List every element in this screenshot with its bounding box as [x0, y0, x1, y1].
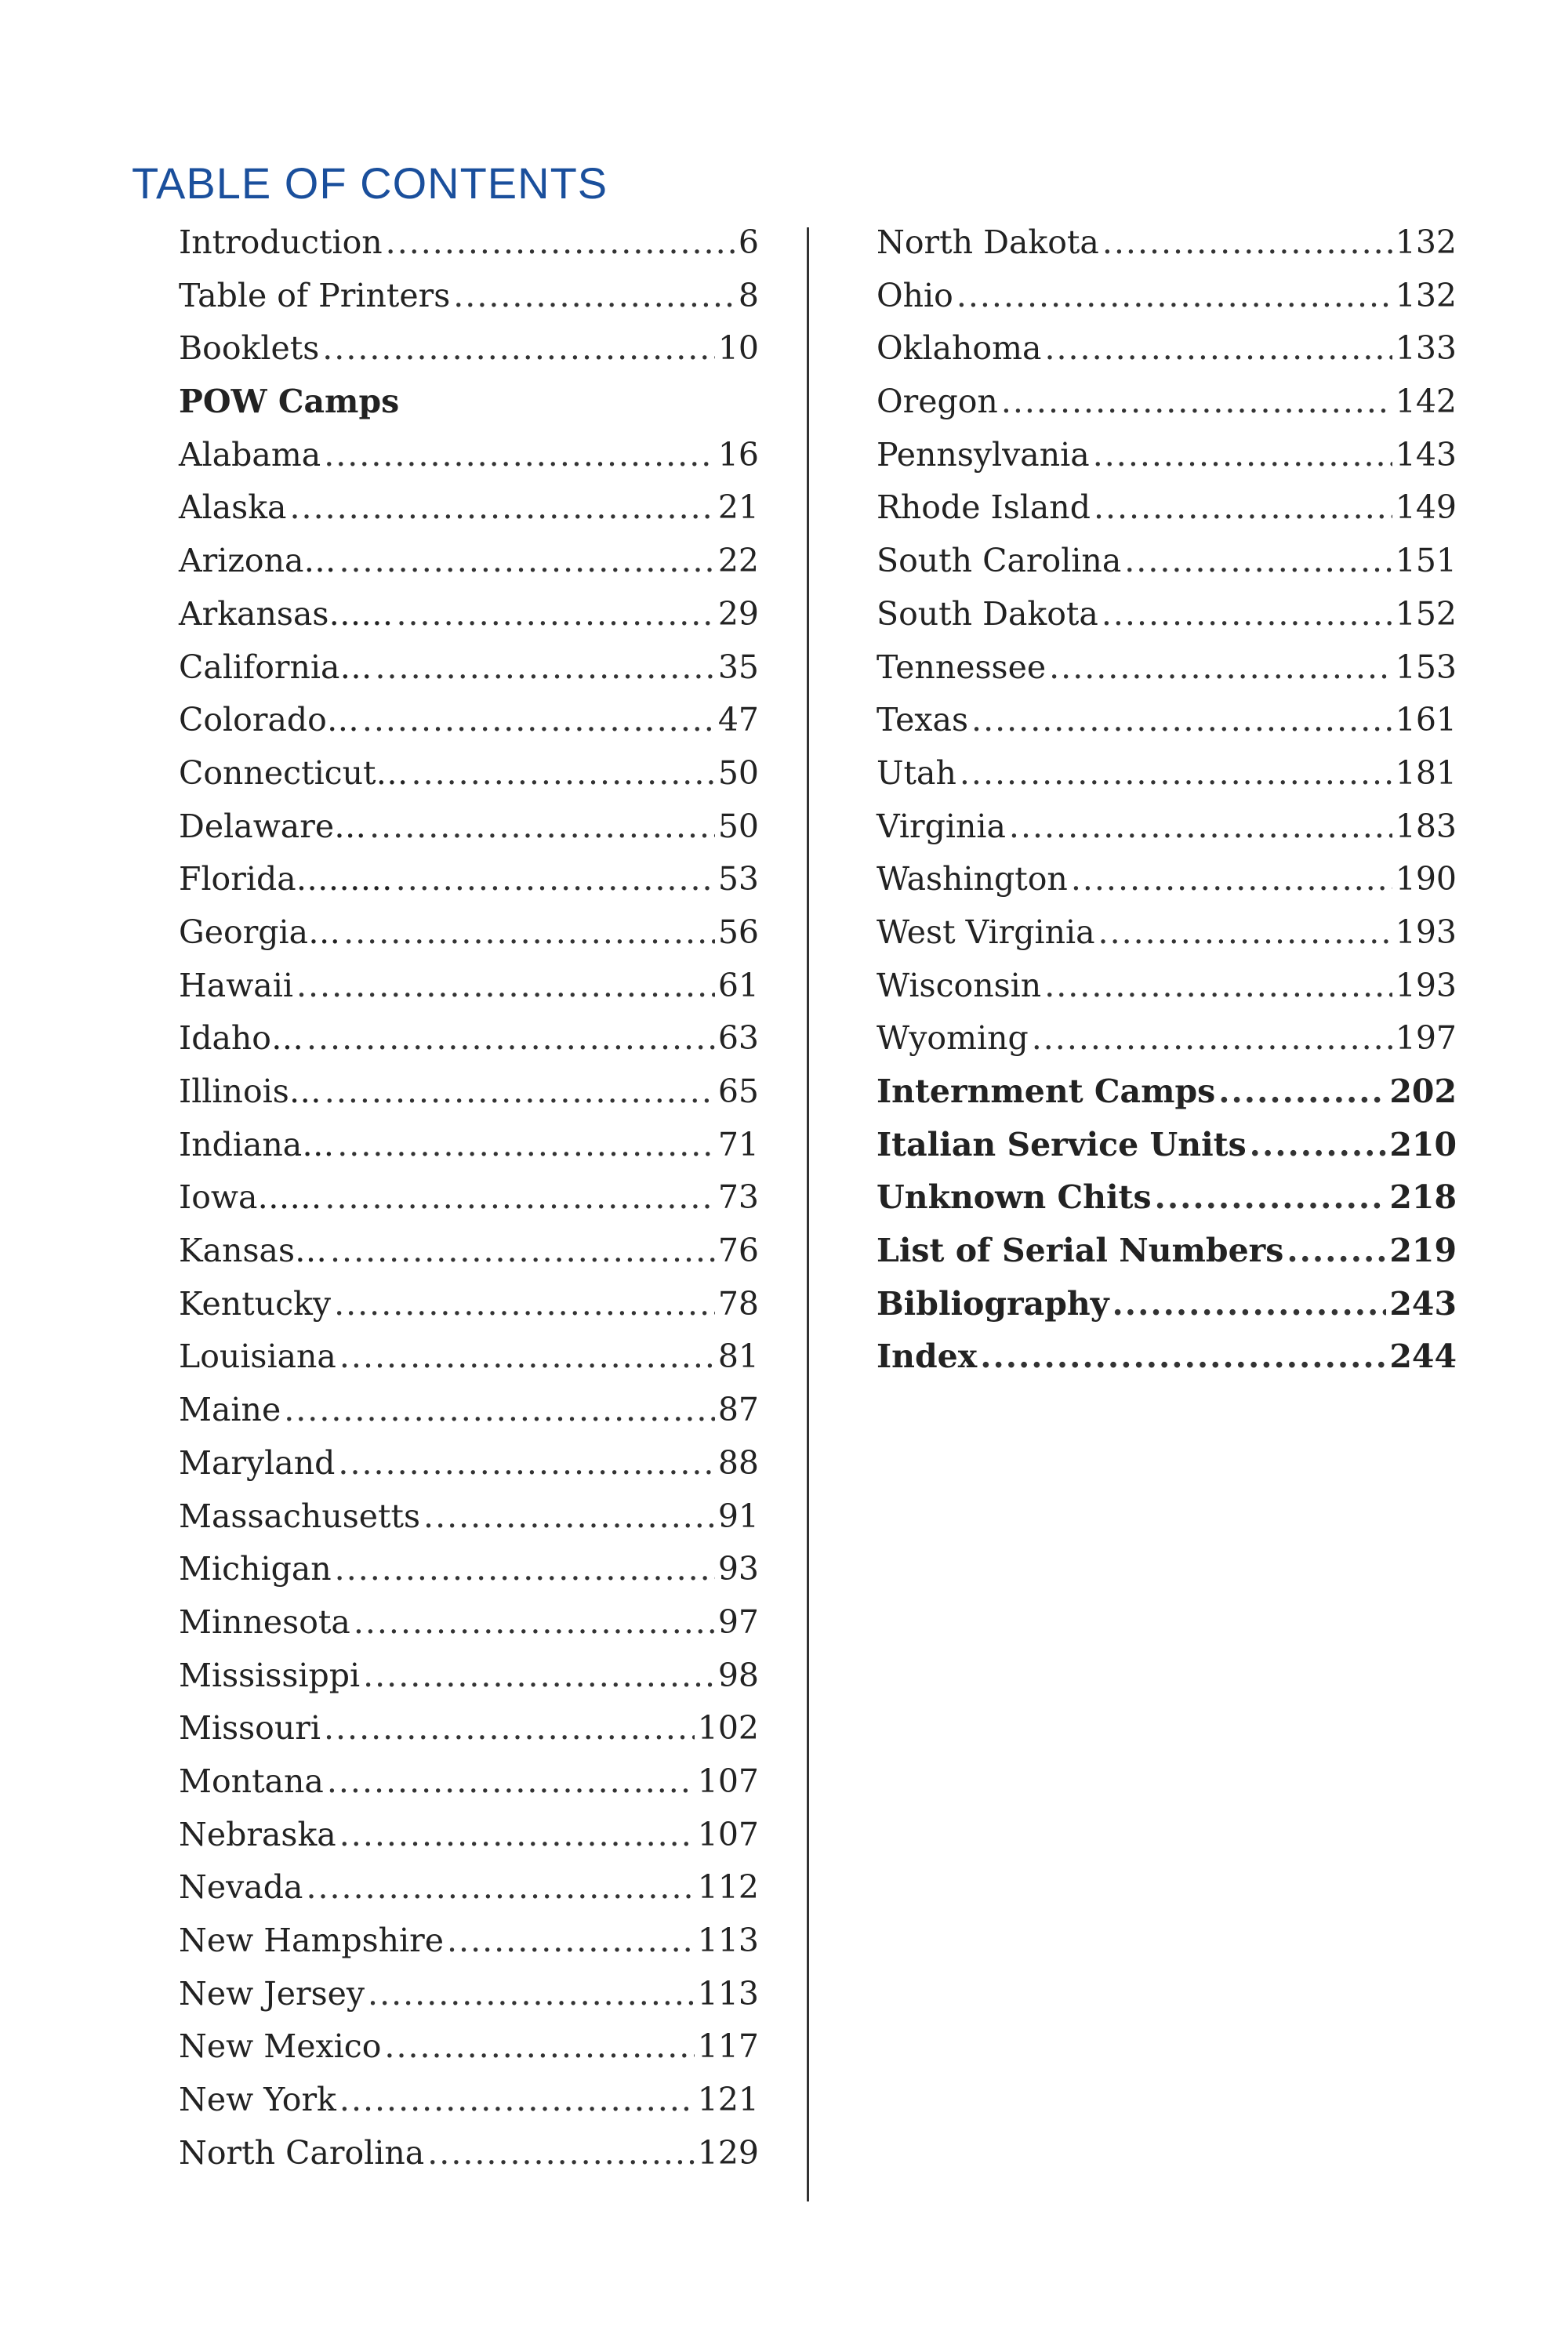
toc-entry-label: Maine — [179, 1391, 281, 1429]
toc-left-column — [179, 216, 759, 2180]
toc-entry-label: Nevada — [179, 1868, 303, 1907]
dot-leader — [363, 1650, 715, 1703]
toc-page-number: 6 — [738, 223, 759, 261]
dot-leader — [1001, 376, 1392, 429]
toc-entry-label: Unknown Chits — [877, 1178, 1152, 1217]
toc-page-number: 219 — [1389, 1232, 1457, 1270]
toc-entry[interactable] — [179, 2127, 759, 2180]
dot-leader — [343, 906, 715, 960]
toc-page-number: 29 — [717, 594, 759, 633]
dot-leader — [396, 853, 715, 906]
dot-leader — [427, 2127, 694, 2180]
toc-entry[interactable] — [179, 1596, 759, 1650]
toc-entry[interactable] — [179, 1119, 759, 1172]
toc-page-number: 193 — [1395, 913, 1457, 951]
toc-entry[interactable] — [179, 1755, 759, 1809]
toc-entry[interactable] — [179, 588, 759, 641]
toc-entry[interactable] — [179, 694, 759, 747]
dot-leader — [338, 1437, 714, 1490]
toc-entry[interactable] — [179, 853, 759, 906]
toc-entry[interactable] — [877, 747, 1457, 800]
toc-page-number: 132 — [1395, 223, 1457, 261]
toc-entry-label: Index — [877, 1338, 978, 1376]
toc-page-number: 210 — [1389, 1125, 1457, 1163]
toc-entry-label: Wisconsin — [877, 966, 1042, 1004]
toc-entry[interactable] — [877, 322, 1457, 376]
dot-leader — [1093, 429, 1392, 482]
toc-entry-label: Louisiana — [179, 1338, 336, 1376]
toc-entry-label: Bibliography — [877, 1284, 1109, 1323]
toc-page-number: 73 — [717, 1178, 759, 1217]
toc-page-number: 143 — [1395, 435, 1457, 474]
dot-leader — [423, 1490, 715, 1544]
toc-entry-label: Georgia… — [179, 913, 341, 951]
dot-leader — [324, 429, 715, 482]
toc-page-number: 202 — [1389, 1073, 1457, 1110]
dot-leader — [1287, 1225, 1386, 1278]
dot-leader — [1112, 1278, 1387, 1331]
toc-page-number: 112 — [697, 1868, 759, 1907]
toc-entry[interactable] — [877, 641, 1457, 695]
toc-entry-label: Maryland — [179, 1443, 336, 1482]
dot-leader — [396, 588, 714, 641]
toc-entry[interactable] — [877, 376, 1457, 429]
toc-entry[interactable] — [877, 535, 1457, 588]
toc-entry[interactable] — [877, 1330, 1457, 1384]
toc-page-number: 149 — [1395, 488, 1457, 527]
dot-leader — [1044, 322, 1392, 376]
toc-entry[interactable] — [179, 270, 759, 323]
toc-entry[interactable] — [179, 747, 759, 800]
toc-entry[interactable] — [877, 429, 1457, 482]
toc-entry[interactable] — [877, 1012, 1457, 1065]
toc-entry-label: North Dakota — [877, 223, 1099, 261]
dot-leader — [1044, 960, 1392, 1013]
toc-entry-label: Table of Printers — [179, 276, 451, 314]
toc-page-number: 218 — [1389, 1178, 1457, 1217]
toc-entry-label: Alabama — [179, 435, 321, 474]
dot-leader — [339, 1330, 715, 1384]
toc-page-number: 71 — [717, 1125, 759, 1163]
toc-page-number: 153 — [1395, 648, 1457, 686]
toc-entry[interactable] — [179, 1543, 759, 1596]
toc-entry[interactable] — [179, 1650, 759, 1703]
dot-leader — [322, 322, 715, 376]
toc-page-number: 142 — [1395, 383, 1457, 421]
dot-leader — [368, 1968, 695, 2021]
toc-page-number: 133 — [1395, 329, 1457, 368]
toc-entry-label: Missouri — [179, 1709, 321, 1748]
toc-entry-label: Indiana… — [179, 1125, 335, 1163]
toc-entry[interactable] — [179, 535, 759, 588]
toc-page-number: 50 — [717, 753, 759, 792]
toc-entry[interactable] — [179, 906, 759, 960]
toc-page-number: 193 — [1395, 966, 1457, 1004]
toc-entry[interactable] — [179, 1225, 759, 1278]
dot-leader — [290, 481, 715, 535]
toc-page-number: 47 — [717, 701, 759, 739]
toc-entry[interactable] — [179, 429, 759, 482]
toc-entry-label: POW Camps — [179, 383, 400, 421]
toc-entry-label: Internment Camps — [877, 1073, 1216, 1110]
toc-entry-label: List of Serial Numbers — [877, 1232, 1284, 1270]
toc-entry[interactable] — [877, 588, 1457, 641]
toc-page-number: 102 — [697, 1709, 759, 1748]
toc-page-number: 190 — [1395, 860, 1457, 898]
toc-entry-label: Oregon — [877, 383, 998, 421]
toc-page-number: 16 — [717, 435, 759, 474]
toc-entry[interactable] — [877, 1278, 1457, 1331]
toc-page-number: 243 — [1389, 1284, 1457, 1323]
toc-entry-label: Oklahoma — [877, 329, 1042, 368]
toc-page-number: 35 — [717, 648, 759, 686]
toc-page-number: 181 — [1395, 753, 1457, 792]
toc-entry[interactable] — [877, 1171, 1457, 1225]
toc-page-number: 152 — [1395, 594, 1457, 633]
toc-page-number: 10 — [717, 329, 759, 368]
toc-entry[interactable] — [179, 481, 759, 535]
dot-leader — [1009, 800, 1392, 854]
dot-leader — [325, 1171, 714, 1225]
toc-entry-label: Michigan — [179, 1550, 332, 1588]
dot-leader — [384, 2020, 694, 2074]
dot-leader — [960, 747, 1392, 800]
toc-entry[interactable] — [877, 800, 1457, 854]
column-divider — [807, 227, 809, 2201]
toc-entry[interactable] — [179, 2020, 759, 2074]
dot-leader — [1218, 1065, 1386, 1119]
dot-leader — [980, 1330, 1386, 1384]
toc-entry[interactable] — [877, 906, 1457, 960]
toc-page-number: 121 — [697, 2081, 759, 2119]
toc-page-number: 161 — [1395, 701, 1457, 739]
dot-leader — [453, 270, 735, 323]
toc-page-number: 93 — [717, 1550, 759, 1588]
toc-page-number: 151 — [1395, 542, 1457, 580]
dot-leader — [412, 747, 715, 800]
toc-page-number: 113 — [697, 1922, 759, 1959]
toc-entry-label: Utah — [877, 753, 956, 792]
dot-leader — [335, 1543, 715, 1596]
toc-entry[interactable] — [179, 1384, 759, 1437]
toc-entry[interactable] — [179, 1861, 759, 1915]
toc-entry-label: California… — [179, 648, 372, 686]
toc-page-number: 81 — [717, 1338, 759, 1376]
dot-leader — [307, 1012, 715, 1065]
dot-leader — [369, 800, 715, 854]
toc-page-number: 8 — [738, 276, 759, 314]
toc-page-number: 97 — [717, 1602, 759, 1641]
dot-leader — [306, 1861, 694, 1915]
toc-entry[interactable] — [179, 1171, 759, 1225]
dot-leader — [284, 1384, 715, 1437]
dot-leader — [1155, 1171, 1387, 1225]
dot-leader — [339, 2074, 695, 2127]
dot-leader — [334, 1278, 715, 1331]
toc-page-number: 65 — [717, 1073, 759, 1110]
toc-entry-label: Delaware… — [179, 807, 367, 845]
toc-page-number: 61 — [717, 966, 759, 1004]
toc-entry-label: Washington — [877, 860, 1068, 898]
toc-entry-label: Ohio — [877, 276, 953, 314]
toc-entry[interactable] — [877, 694, 1457, 747]
toc-entry-label: South Dakota — [877, 594, 1098, 633]
toc-page-number: 183 — [1395, 807, 1457, 845]
toc-page-number: 50 — [717, 807, 759, 845]
toc-entry[interactable] — [877, 1119, 1457, 1172]
toc-page-number: 132 — [1395, 276, 1457, 314]
dot-leader — [339, 535, 714, 588]
toc-entry-label: Italian Service Units — [877, 1125, 1247, 1163]
dot-leader — [354, 1596, 715, 1650]
toc-entry[interactable] — [179, 800, 759, 854]
toc-entry-label: Massachusetts — [179, 1497, 421, 1535]
toc-entry-label: West Virginia — [877, 913, 1095, 951]
toc-entry[interactable] — [179, 1278, 759, 1331]
toc-page-number: 78 — [717, 1284, 759, 1323]
dot-leader — [1071, 853, 1392, 906]
dot-leader — [375, 641, 714, 695]
toc-entry[interactable] — [877, 960, 1457, 1013]
toc-entry[interactable] — [877, 270, 1457, 323]
toc-page-number: 91 — [717, 1497, 759, 1535]
toc-entry[interactable] — [179, 2074, 759, 2127]
toc-entry[interactable] — [179, 1065, 759, 1119]
toc-page-number: 113 — [697, 1974, 759, 2013]
toc-page-number: 53 — [717, 860, 759, 898]
toc-page-number: 129 — [697, 2133, 759, 2172]
toc-entry-label: Kentucky — [179, 1284, 332, 1323]
toc-entry-label: Kansas… — [179, 1232, 328, 1270]
dot-leader — [1124, 535, 1392, 588]
dot-leader — [330, 1225, 715, 1278]
dot-leader — [325, 1065, 715, 1119]
toc-entry-label: Virginia — [877, 807, 1006, 845]
toc-entry[interactable] — [877, 1065, 1457, 1119]
toc-entry[interactable] — [877, 216, 1457, 270]
toc-entry-label: New Jersey — [179, 1974, 365, 2013]
toc-entry-label: Idaho… — [179, 1019, 303, 1058]
toc-entry[interactable] — [877, 481, 1457, 535]
toc-entry-label: Wyoming — [877, 1019, 1029, 1058]
toc-entry[interactable] — [179, 960, 759, 1013]
toc-entry[interactable] — [179, 1437, 759, 1490]
toc-entry[interactable] — [179, 1012, 759, 1065]
toc-page-number: 56 — [717, 913, 759, 951]
toc-entry[interactable] — [179, 1702, 759, 1755]
toc-page-number: 244 — [1389, 1338, 1457, 1376]
toc-right-column — [877, 216, 1457, 1384]
toc-page-number: 197 — [1395, 1019, 1457, 1058]
dot-leader — [1102, 216, 1392, 270]
dot-leader — [1094, 481, 1392, 535]
toc-entry[interactable] — [179, 1490, 759, 1544]
toc-entry[interactable] — [179, 1330, 759, 1384]
toc-section-heading — [179, 376, 759, 429]
dot-leader — [362, 694, 715, 747]
dot-leader — [1250, 1119, 1387, 1172]
dot-leader — [1102, 588, 1392, 641]
toc-entry-label: Connecticut… — [179, 753, 408, 792]
toc-entry-label: Montana — [179, 1762, 324, 1800]
dot-leader — [1032, 1012, 1392, 1065]
toc-entry-label: Introduction — [179, 223, 383, 261]
toc-entry[interactable] — [179, 1968, 759, 2021]
toc-entry-label: Pennsylvania — [877, 435, 1090, 474]
page-title: TABLE OF CONTENTS — [132, 158, 608, 208]
toc-entry-label: Colorado… — [179, 701, 359, 739]
dot-leader — [296, 960, 715, 1013]
toc-entry-label: Hawaii — [179, 966, 293, 1004]
toc-entry-label: Nebraska — [179, 1815, 336, 1853]
toc-entry-label: Iowa…… — [179, 1178, 322, 1217]
toc-page-number: 87 — [717, 1391, 759, 1429]
toc-entry-label: Tennessee — [877, 648, 1047, 686]
toc-entry-label: Florida……… — [179, 860, 393, 898]
toc-entry-label: New Hampshire — [179, 1922, 445, 1959]
dot-leader — [1098, 906, 1392, 960]
dot-leader — [971, 694, 1392, 747]
toc-entry[interactable] — [179, 322, 759, 376]
toc-page-number: 107 — [697, 1815, 759, 1853]
dot-leader — [386, 216, 735, 270]
toc-entry[interactable] — [179, 216, 759, 270]
toc-entry-label: South Carolina — [877, 542, 1122, 580]
dot-leader — [447, 1915, 695, 1968]
toc-entry-label: Texas — [877, 701, 969, 739]
toc-entry[interactable] — [179, 641, 759, 695]
toc-entry[interactable] — [179, 1809, 759, 1862]
dot-leader — [327, 1755, 695, 1809]
toc-entry[interactable] — [877, 1225, 1457, 1278]
toc-entry-label: Booklets — [179, 329, 320, 368]
toc-page-number: 63 — [717, 1019, 759, 1058]
toc-entry[interactable] — [179, 1915, 759, 1968]
toc-page-number: 107 — [697, 1762, 759, 1800]
toc-page-number: 117 — [697, 2027, 759, 2066]
dot-leader — [324, 1702, 695, 1755]
toc-page-number: 76 — [717, 1232, 759, 1270]
toc-entry-label: Minnesota — [179, 1602, 350, 1641]
dot-leader — [1049, 641, 1392, 695]
toc-entry-label: Mississippi — [179, 1656, 361, 1694]
toc-entry-label: New York — [179, 2081, 336, 2119]
toc-page-number: 98 — [717, 1656, 759, 1694]
toc-page-number: 22 — [717, 542, 759, 580]
dot-leader — [956, 270, 1392, 323]
toc-entry[interactable] — [877, 853, 1457, 906]
toc-entry-label: Illinois… — [179, 1073, 321, 1110]
toc-entry-label: New Mexico — [179, 2027, 382, 2066]
toc-page-number: 88 — [717, 1443, 759, 1482]
dot-leader — [339, 1809, 695, 1862]
toc-entry-label: Arkansas…… — [179, 594, 394, 633]
toc-entry-label: Rhode Island — [877, 488, 1091, 527]
dot-leader — [337, 1119, 715, 1172]
toc-page-number: 21 — [717, 488, 759, 527]
toc-entry-label: North Carolina — [179, 2133, 425, 2172]
toc-entry-label: Arizona… — [179, 542, 336, 580]
toc-entry-label: Alaska — [179, 488, 287, 527]
